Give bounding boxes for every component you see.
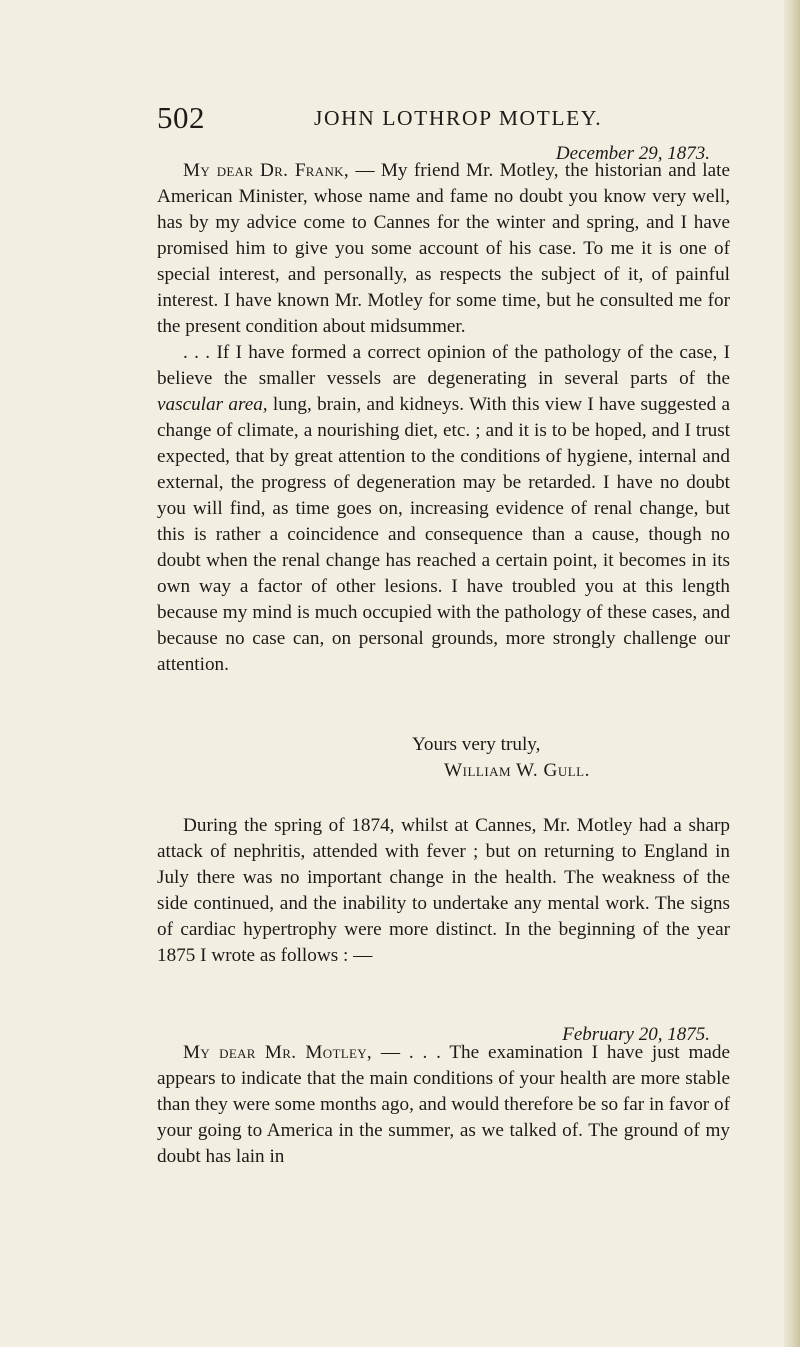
letter-1-paragraph-2-italic: vascular area, xyxy=(157,394,268,415)
letter-2-date: February 20, 1875. xyxy=(562,1024,710,1045)
narrative-paragraph: During the spring of 1874, whilst at Cannes, Mr. Motley had a sharp attack of nephritis, attended with fever ; but on returning to England in July there was no important change in the health. The weakness of the side continued, and the inability to undertake any mental work. The signs of cardiac hypertrophy were more distinct. In the beginning of the year 1875 I wrote as follows : — xyxy=(157,815,730,966)
running-title: JOHN LOTHROP MOTLEY. xyxy=(314,106,603,130)
letter-1-signature: William W. Gull. xyxy=(444,760,590,781)
letter-1-closing-block xyxy=(157,732,730,784)
letter-1-paragraph-2 xyxy=(157,340,730,678)
letter-2-paragraph xyxy=(157,1040,730,1170)
letter-2-salutation: My dear Mr. Motley, xyxy=(183,1042,372,1063)
letter-2-paragraph-text: — . . . The examination I have just made appears to indicate that the main conditions of your health are more stable than they were some months ago, and would therefore be so far in favor of your going to America in the summer, as we talked of. The ground of my doubt has lain in xyxy=(157,1042,730,1167)
letter-1-salutation: My dear Dr. Frank, xyxy=(183,160,349,181)
letter-1-closing: Yours very truly, xyxy=(412,734,541,755)
letter-1-body xyxy=(157,158,730,678)
letter-2-body xyxy=(157,1040,730,1170)
letter-1-paragraph-2-text-b: lung, brain, and kidneys. With this view I have suggested a change of climate, a nourishing diet, etc. ; and it is to be hoped, and I trust expected, that by great attention to the conditions of hygiene, internal and external, the progress of degeneration may be retarded. I have no doubt you will find, as time goes on, increasing evidence of renal change, but this is rather a coincidence and consequence than a cause, though no doubt when the renal change has reached a certain point, it becomes in its own way a factor of other lesions. I have troubled you at this length because my mind is much occupied with the pathology of these cases, and because no case can, on personal grounds, more strongly challenge our attention. xyxy=(157,394,730,675)
narrative-block xyxy=(157,813,730,969)
letter-1-paragraph-2-text-a: . . . If I have formed a correct opinion of the pathology of the case, I believe the smaller vessels are degenerating in several parts of the xyxy=(157,342,730,389)
letter-1-paragraph-1 xyxy=(157,158,730,340)
letter-1-paragraph-1-text: — My friend Mr. Motley, the historian and late American Minister, whose name and fame no doubt you know very well, has by my advice come to Cannes for the winter and spring, and I have promised him to give you some account of his case. To me it is one of special interest, and personally, as respects the subject of it, of painful interest. I have known Mr. Motley for some time, but he consulted me for the present condition about midsummer. xyxy=(157,160,730,337)
letter-1-date: December 29, 1873. xyxy=(555,143,710,164)
page-number: 502 xyxy=(157,100,205,135)
